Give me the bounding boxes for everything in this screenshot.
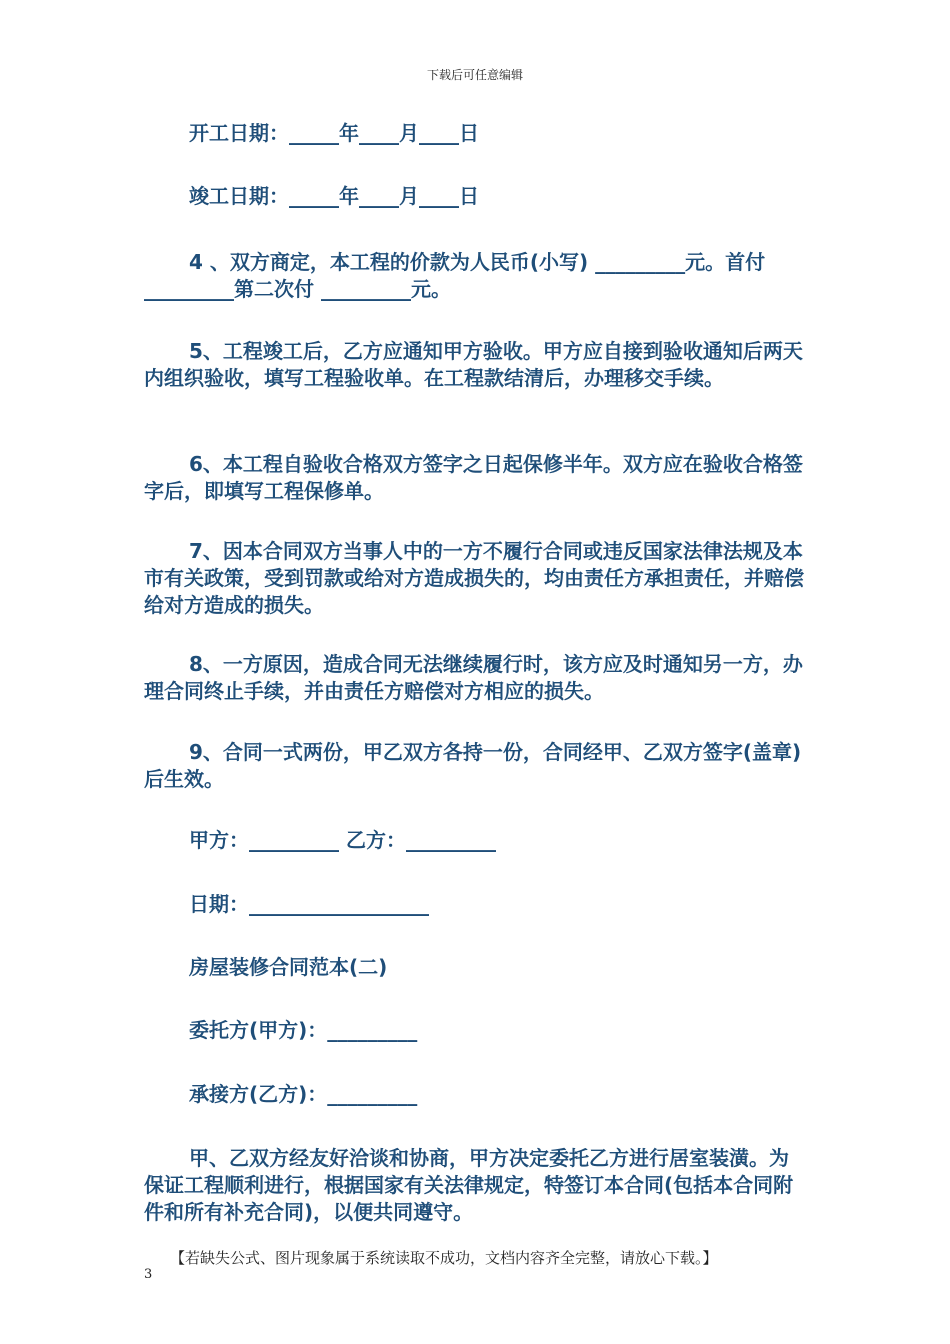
clause-8-termination: 8、一方原因，造成合同无法继续履行时，该方应及时通知另一方，办理合同终止手续，并由责任方赔偿对方相应的损失。 <box>144 652 803 703</box>
footer-note: 【若缺失公式、图片现象属于系统读取不成功，文档内容齐全完整，请放心下载。】 <box>170 1249 718 1267</box>
section-title: 房屋装修合同范本(二) <box>189 955 388 979</box>
clause-9-copies: 9、合同一式两份，甲乙双方各持一份，合同经甲、乙双方签字(盖章)后生效。 <box>144 740 802 791</box>
clause-7-liability: 7、因本合同双方当事人中的一方不履行合同或违反国家法律法规及本市有关政策，受到罚款或给对方造成损失的，均由责任方承担责任，并赔偿给对方造成的损失。 <box>144 539 804 617</box>
contractor-party-line: 承接方(乙方)：_________ <box>189 1082 418 1106</box>
clause-5-acceptance: 5、工程竣工后，乙方应通知甲方验收。甲方应自接到验收通知后两天内组织验收，填写工程验收单。在工程款结清后，办理移交手续。 <box>144 339 803 390</box>
page-number: 3 <box>144 1267 153 1282</box>
completion-date-line: 竣工日期：_____年____月____日 <box>189 184 479 208</box>
page-header-note: 下载后可任意编辑 <box>426 68 523 82</box>
contract-preamble: 甲、乙双方经友好洽谈和协商，甲方决定委托乙方进行居室装潢。为保证工程顺利进行，根据国家有关法律规定，特签订本合同(包括本合同附件和所有补充合同)，以便共同遵守。 <box>144 1146 794 1224</box>
clause-6-warranty: 6、本工程自验收合格双方签字之日起保修半年。双方应在验收合格签字后，即填写工程保修单。 <box>144 452 803 503</box>
clause-4-price: 4 、双方商定，本工程的价款为人民币(小写) _________元。首付 _________第二次付 _________元。 <box>144 250 766 301</box>
principal-party-line: 委托方(甲方)：_________ <box>189 1018 418 1042</box>
signature-date-line: 日期：__________________ <box>189 892 429 916</box>
signature-parties-line: 甲方：_________ 乙方：_________ <box>189 828 496 852</box>
start-date-line: 开工日期：_____年____月____日 <box>189 121 479 145</box>
